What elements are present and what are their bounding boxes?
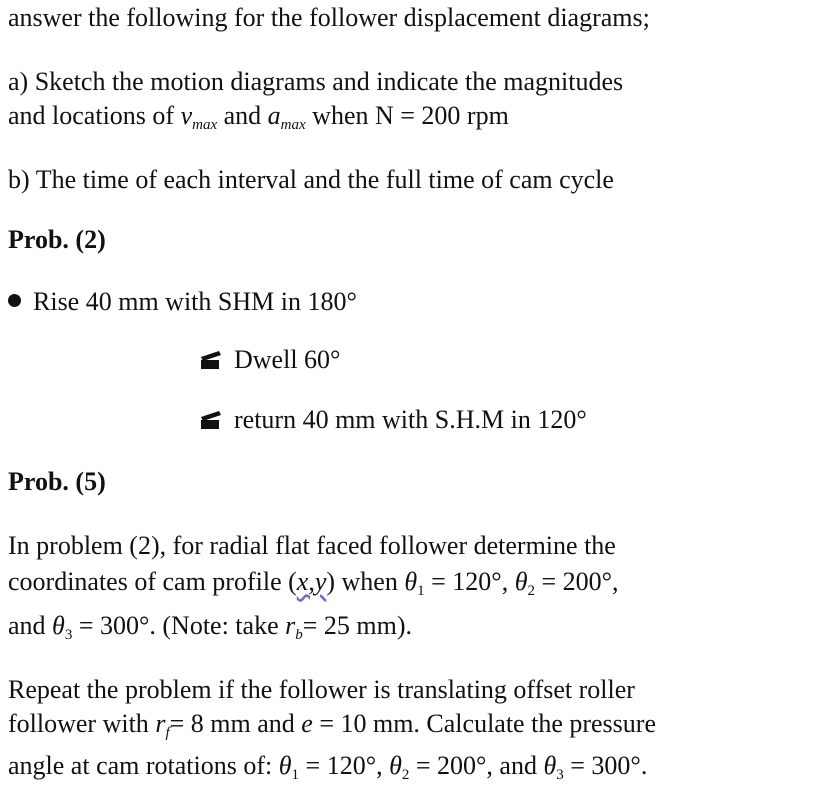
angle-text: angle at cam rotations of: (8, 751, 273, 780)
xy-symbol: x,y (296, 567, 327, 596)
e-symbol: e (301, 709, 313, 738)
prob5-line3 (8, 610, 412, 651)
part-b-line: b) The time of each interval and the full time of cam cycle (8, 165, 614, 194)
r-subscript: f (165, 725, 170, 741)
rise-text: Rise 40 mm with SHM in 180° (33, 287, 357, 316)
coords-text: coordinates of cam profile ( (8, 567, 297, 596)
value-text: = 200°, (541, 567, 619, 596)
v-subscript: max (192, 117, 218, 133)
theta-subscript: 1 (417, 583, 425, 599)
theta-subscript: 2 (527, 583, 535, 599)
theta-symbol: θ (389, 751, 402, 780)
prob5-line2 (8, 566, 619, 607)
prob5-line5 (8, 708, 656, 749)
r-subscript: b (295, 627, 303, 643)
theta-symbol: θ (514, 567, 528, 596)
v-symbol: v (180, 101, 193, 130)
part-a-line1: a) Sketch the motion diagrams and indicate the magnitudes (8, 67, 624, 96)
intro-line: answer the following for the follower displacement diagrams; (8, 3, 650, 32)
rise-item (8, 286, 357, 318)
prob5-line1: In problem (2), for radial flat faced follower determine the (8, 531, 616, 560)
value-text: = 25 mm). (302, 611, 413, 640)
prob5-line6 (8, 750, 647, 791)
theta-subscript: 3 (64, 627, 73, 643)
theta-symbol: θ (404, 567, 418, 596)
return-item (200, 404, 587, 436)
value-text: = 200°, and (415, 751, 537, 780)
prob5-heading: Prob. (5) (8, 467, 106, 496)
dwell-item (200, 344, 340, 376)
r-symbol: r (155, 709, 166, 738)
theta-symbol: θ (543, 751, 557, 780)
dwell-text: Dwell 60° (234, 345, 341, 374)
and-word: and (8, 611, 46, 640)
theta-subscript: 3 (556, 767, 564, 783)
value-text: = 10 mm. Calculate the pressure (319, 709, 656, 738)
and-word: and (223, 101, 262, 130)
part-a-line2 (8, 100, 509, 141)
a-symbol: a (267, 101, 281, 130)
r-symbol: r (285, 611, 296, 640)
prob2-heading: Prob. (2) (8, 225, 106, 254)
value-text: = 120°, (431, 567, 509, 596)
part-a-text: and locations of (8, 101, 175, 130)
follower-text: follower with (8, 709, 149, 738)
theta-subscript: 1 (291, 767, 300, 783)
value-text: = 300°. (570, 751, 648, 780)
theta-symbol: θ (52, 611, 65, 640)
value-text: = 8 mm and (169, 709, 295, 738)
when-text: ) when (326, 567, 398, 596)
value-text: = 120°, (305, 751, 383, 780)
part-a-end: when N = 200 rpm (312, 101, 509, 130)
theta-subscript: 2 (401, 767, 410, 783)
a-subscript: max (280, 117, 306, 133)
bullet-icon (8, 294, 21, 307)
clapper-icon (200, 350, 222, 370)
theta-symbol: θ (278, 751, 292, 780)
clapper-icon (200, 410, 222, 430)
note-text: = 300°. (Note: take (78, 611, 279, 640)
return-text: return 40 mm with S.H.M in 120° (234, 405, 587, 434)
prob5-line4: Repeat the problem if the follower is translating offset roller (8, 675, 635, 704)
